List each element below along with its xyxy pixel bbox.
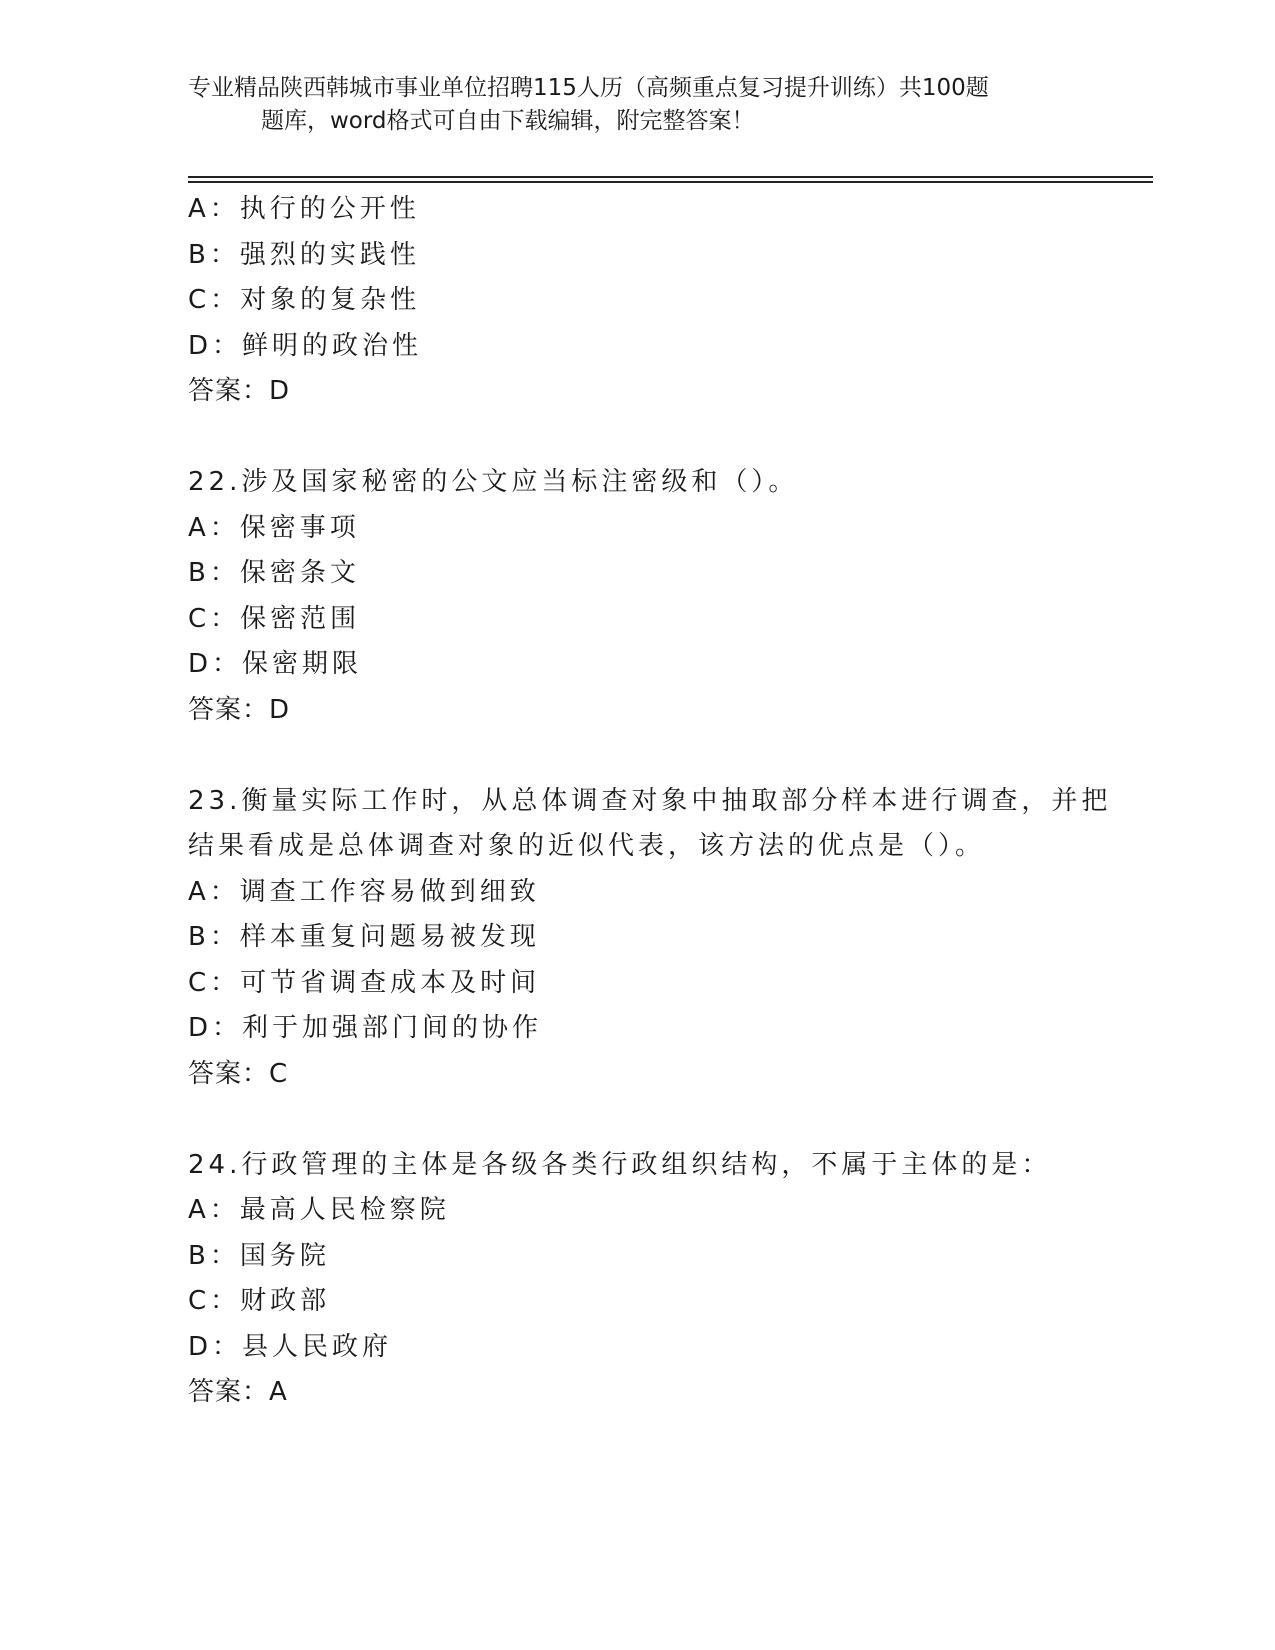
question-block-23 (188, 779, 1112, 1098)
question-text: 22.涉及国家秘密的公文应当标注密级和（）。 (188, 467, 799, 497)
spacer (188, 415, 1088, 461)
question-block-22 (188, 460, 1088, 733)
option-c: C：对象的复杂性 (188, 285, 421, 315)
header-title-line-1: 专业精品陕西韩城市事业单位招聘115人历（高频重点复习提升训练）共100题 (188, 75, 989, 101)
option-b: B：样本重复问题易被发现 (188, 922, 540, 952)
header-divider-bottom (188, 181, 1153, 183)
option-b: B：强烈的实践性 (188, 239, 420, 270)
option-d: D：县人民政府 (188, 1331, 393, 1362)
option-b: B：保密条文 (188, 558, 360, 588)
answer-line: 答案：D (188, 694, 291, 725)
question-list (188, 187, 1112, 1416)
option-d: D：保密期限 (188, 649, 363, 679)
option-c: C：财政部 (188, 1286, 331, 1316)
question-text: 24.行政管理的主体是各级各类行政组织结构，不属于主体的是： (188, 1149, 1052, 1180)
option-c: C：保密范围 (188, 603, 361, 634)
option-c: C：可节省调查成本及时间 (188, 967, 541, 998)
answer-line: 答案：A (188, 1377, 288, 1407)
spacer (188, 733, 1088, 779)
option-d: D：利于加强部门间的协作 (188, 1013, 543, 1043)
option-a: A：保密事项 (188, 512, 360, 543)
option-a: A：调查工作容易做到细致 (188, 876, 540, 907)
question-text: 23.衡量实际工作时，从总体调查对象中抽取部分样本进行调查，并把 (188, 785, 1112, 816)
question-text-continued: 结果看成是总体调查对象的近似代表，该方法的优点是（）。 (188, 831, 986, 861)
option-d: D：鲜明的政治性 (188, 330, 423, 361)
question-block-24 (188, 1143, 1088, 1416)
option-b: B：国务院 (188, 1240, 330, 1271)
option-a: A：最高人民检察院 (188, 1195, 450, 1225)
option-a: A：执行的公开性 (188, 194, 420, 224)
header-title-line-2: 题库，word格式可自由下载编辑，附完整答案！ (261, 108, 755, 134)
header-divider-top (188, 176, 1153, 178)
spacer (188, 1097, 1088, 1143)
answer-line: 答案：D (188, 376, 291, 406)
question-block-21 (188, 187, 1088, 415)
document-header (188, 72, 1068, 138)
answer-line: 答案：C (188, 1058, 289, 1089)
